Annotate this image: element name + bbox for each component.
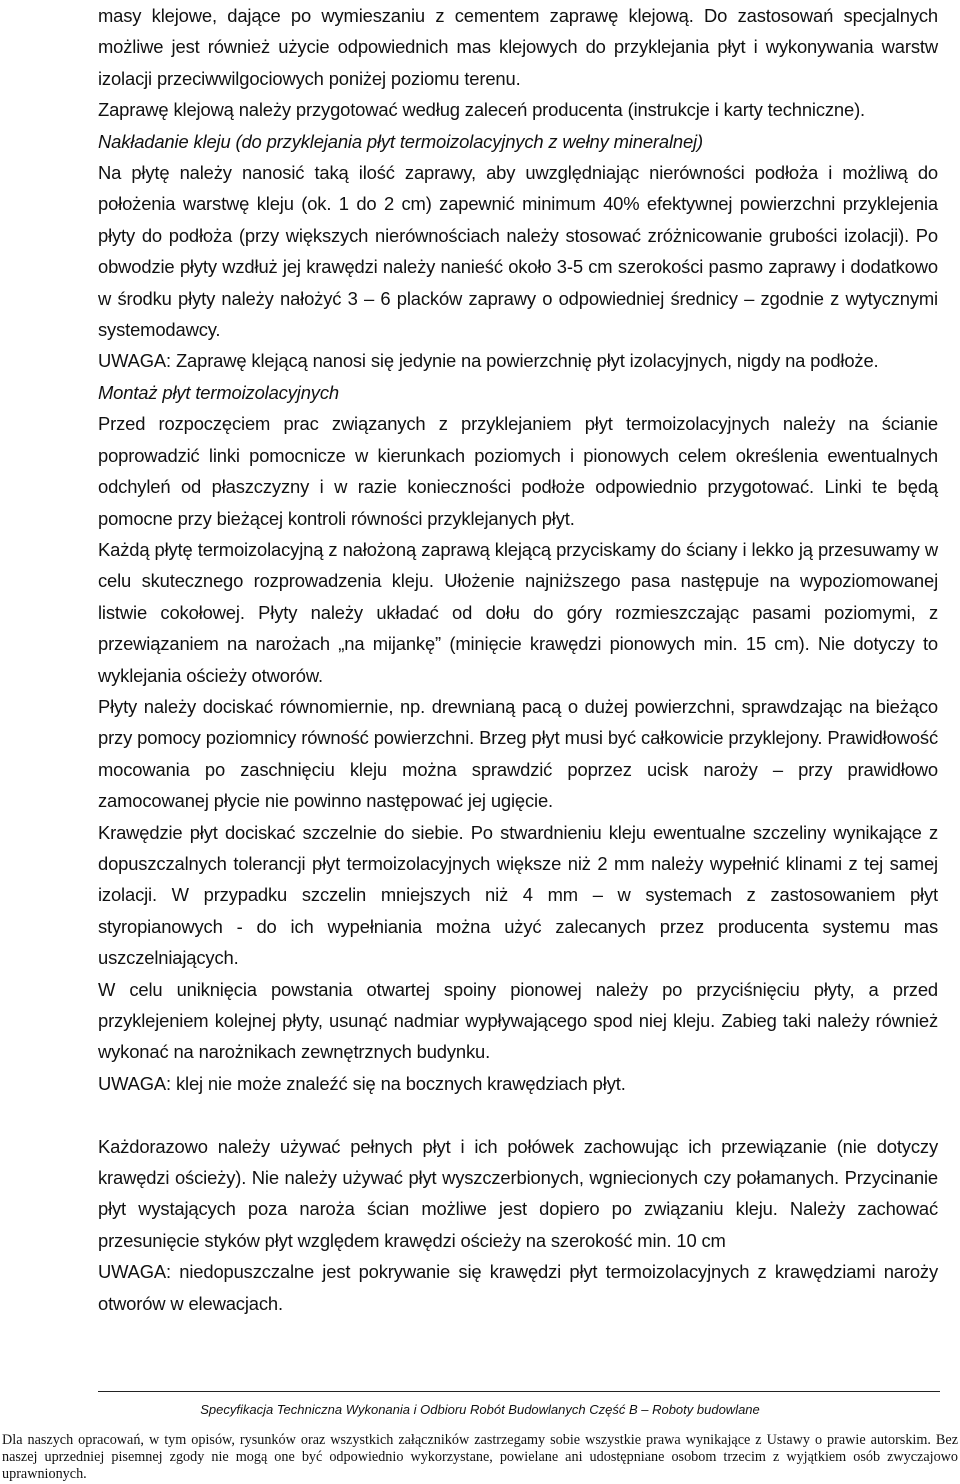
paragraph-even-pressing: Płyty należy dociskać równomiernie, np. drewnianą pacą o dużej powierzchni, sprawdzając na bieżąco przy pomocy poziomnicy równość powierzchni. Brzeg płyt musi być całkowicie przyklejony. Prawidłowość mocowania po zaschnięciu kleju można sprawdzić poprzez ucisk naroży – przy prawidłowo zamocowanej płycie nie powinno następować jej ugięcie. <box>98 695 938 812</box>
paragraph-pressing-boards: Każdą płytę termoizolacyjną z nałożoną zaprawą klejącą przyciskamy do ściany i lekko ją przesuwamy w celu skutecznego rozprowadzenia kleju. Ułożenie najniższego pasa następuje na wypoziomowanej listwie cokołowej. Płyty należy układać od dołu do góry rozmieszczając pasami poziomymi, z przewiązaniem na narożach „na mijankę” (minięcie krawędzi pionowych min. 15 cm). Nie dotyczy to wyklejania ościeży otworów. <box>98 538 938 686</box>
paragraph-board-edges: Krawędzie płyt dociskać szczelnie do siebie. Po stwardnieniu kleju ewentualne szczeliny wynikające z dopuszczalnych tolerancji płyt termoizolacyjnych większe niż 2 mm należy wypełnić klinami z tej samej izolacji. W przypadku szczelin mniejszych niż 4 mm – w systemach z zastosowaniem płyt styropianowych - do ich wypełniania można użyć zalecanych przez producenta systemu mas uszczelniających. <box>98 821 938 969</box>
paragraph-adhesive-masses: masy klejowe, dające po wymieszaniu z cementem zaprawę klejową. Do zastosowań specjalnych możliwe jest również użycie odpowiednich mas klejowych do przyklejania płyt i wykonywania warstw izolacji przeciwwilgociowych poniżej poziomu terenu. <box>98 5 938 89</box>
footer-divider <box>98 1391 940 1392</box>
paragraph-vertical-joints: W celu uniknięcia powstania otwartej spoiny pionowej należy po przyciśnięciu płyty, a przed przyklejeniem kolejnej płyty, usunąć nadmiar wypływającego spod niej kleju. Zabieg taki należy również wykonać na narożnikach zewnętrznych budynku. <box>98 978 938 1063</box>
subheading-mounting-boards <box>98 377 938 408</box>
footer-title: Specyfikacja Techniczna Wykonania i Odbioru Robót Budowlanych Część B – Roboty budowlane <box>200 1402 760 1417</box>
paragraph-full-boards: Każdorazowo należy używać pełnych płyt i ich połówek zachowując ich przewiązanie (nie dotyczy krawędzi ościeży). Nie należy używać płyt wyszczerbionych, wgniecionych czy połamanych. Przycinanie płyt wystających poza naroża ścian możliwe jest dopiero po związaniu kleju. Należy zachować przesunięcie styków płyt względem krawędzi ościeży na szerokość min. 10 cm <box>98 1135 938 1251</box>
paragraph-guide-lines: Przed rozpoczęciem prac związanych z przyklejaniem płyt termoizolacyjnych należy na ścianie poprowadzić linki pomocnicze w kierunkach poziomych i pionowych celem określenia ewentualnych odchyleń od płaszczyzny i w razie konieczności podłoże odpowiednio przygotować. Linki te będą pomocne przy bieżącej kontroli równości przyklejanych płyt. <box>98 413 938 529</box>
subheading-applying-adhesive <box>98 126 938 157</box>
paragraph-warning-openings: UWAGA: niedopuszczalne jest pokrywanie się krawędzi płyt termoizolacyjnych z krawędziami naroży otworów w elewacjach. <box>98 1261 938 1314</box>
subheading-applying-adhesive-text: Nakładanie kleju (do przyklejania płyt termoizolacyjnych z wełny mineralnej) <box>98 130 703 152</box>
footer-copyright-notice: Dla naszych opracowań, w tym opisów, rysunków oraz wszystkich załączników zastrzegamy sobie wszystkie prawa wynikające z Ustawy o prawie autorskim. Bez naszej uprzedniej pisemnej zgody nie mogą one być odpowiednio wykorzystane, powielane ani udostępniane osobom trzecim z wyjątkiem osób zwyczajowo uprawnionych. <box>2 1432 958 1482</box>
paragraph-applying-adhesive: Na płytę należy nanosić taką ilość zaprawy, aby uwzględniając nierówności podłoża i możliwą do położenia warstwę kleju (ok. 1 do 2 cm) zapewnić minimum 40% efektywnej powierzchni przyklejenia płyty do podłoża (przy większych nierównościach należy stosować zróżnicowanie grubości izolacji). Po obwodzie płyty wzdłuż jej krawędzi należy nanieść około 3-5 cm szerokości pasmo zaprawy i dodatkowo w środku płyty należy nałożyć 3 – 6 placków zaprawy o odpowiedniej średnicy – zgodnie z wytycznymi systemodawcy. <box>98 162 938 341</box>
paragraph-warning-side-edges: UWAGA: klej nie może znaleźć się na bocznych krawędziach płyt. <box>98 1072 626 1094</box>
paragraph-warning-substrate: UWAGA: Zaprawę klejącą nanosi się jedynie na powierzchnię płyt izolacyjnych, nigdy na podłoże. <box>98 350 879 372</box>
paragraph-spacer <box>98 1099 938 1130</box>
subheading-mounting-boards-text: Montaż płyt termoizolacyjnych <box>98 381 339 403</box>
paragraph-adhesive-preparation: Zaprawę klejową należy przygotować według zaleceń producenta (instrukcje i karty techniczne). <box>98 99 866 121</box>
document-body <box>98 0 938 1319</box>
